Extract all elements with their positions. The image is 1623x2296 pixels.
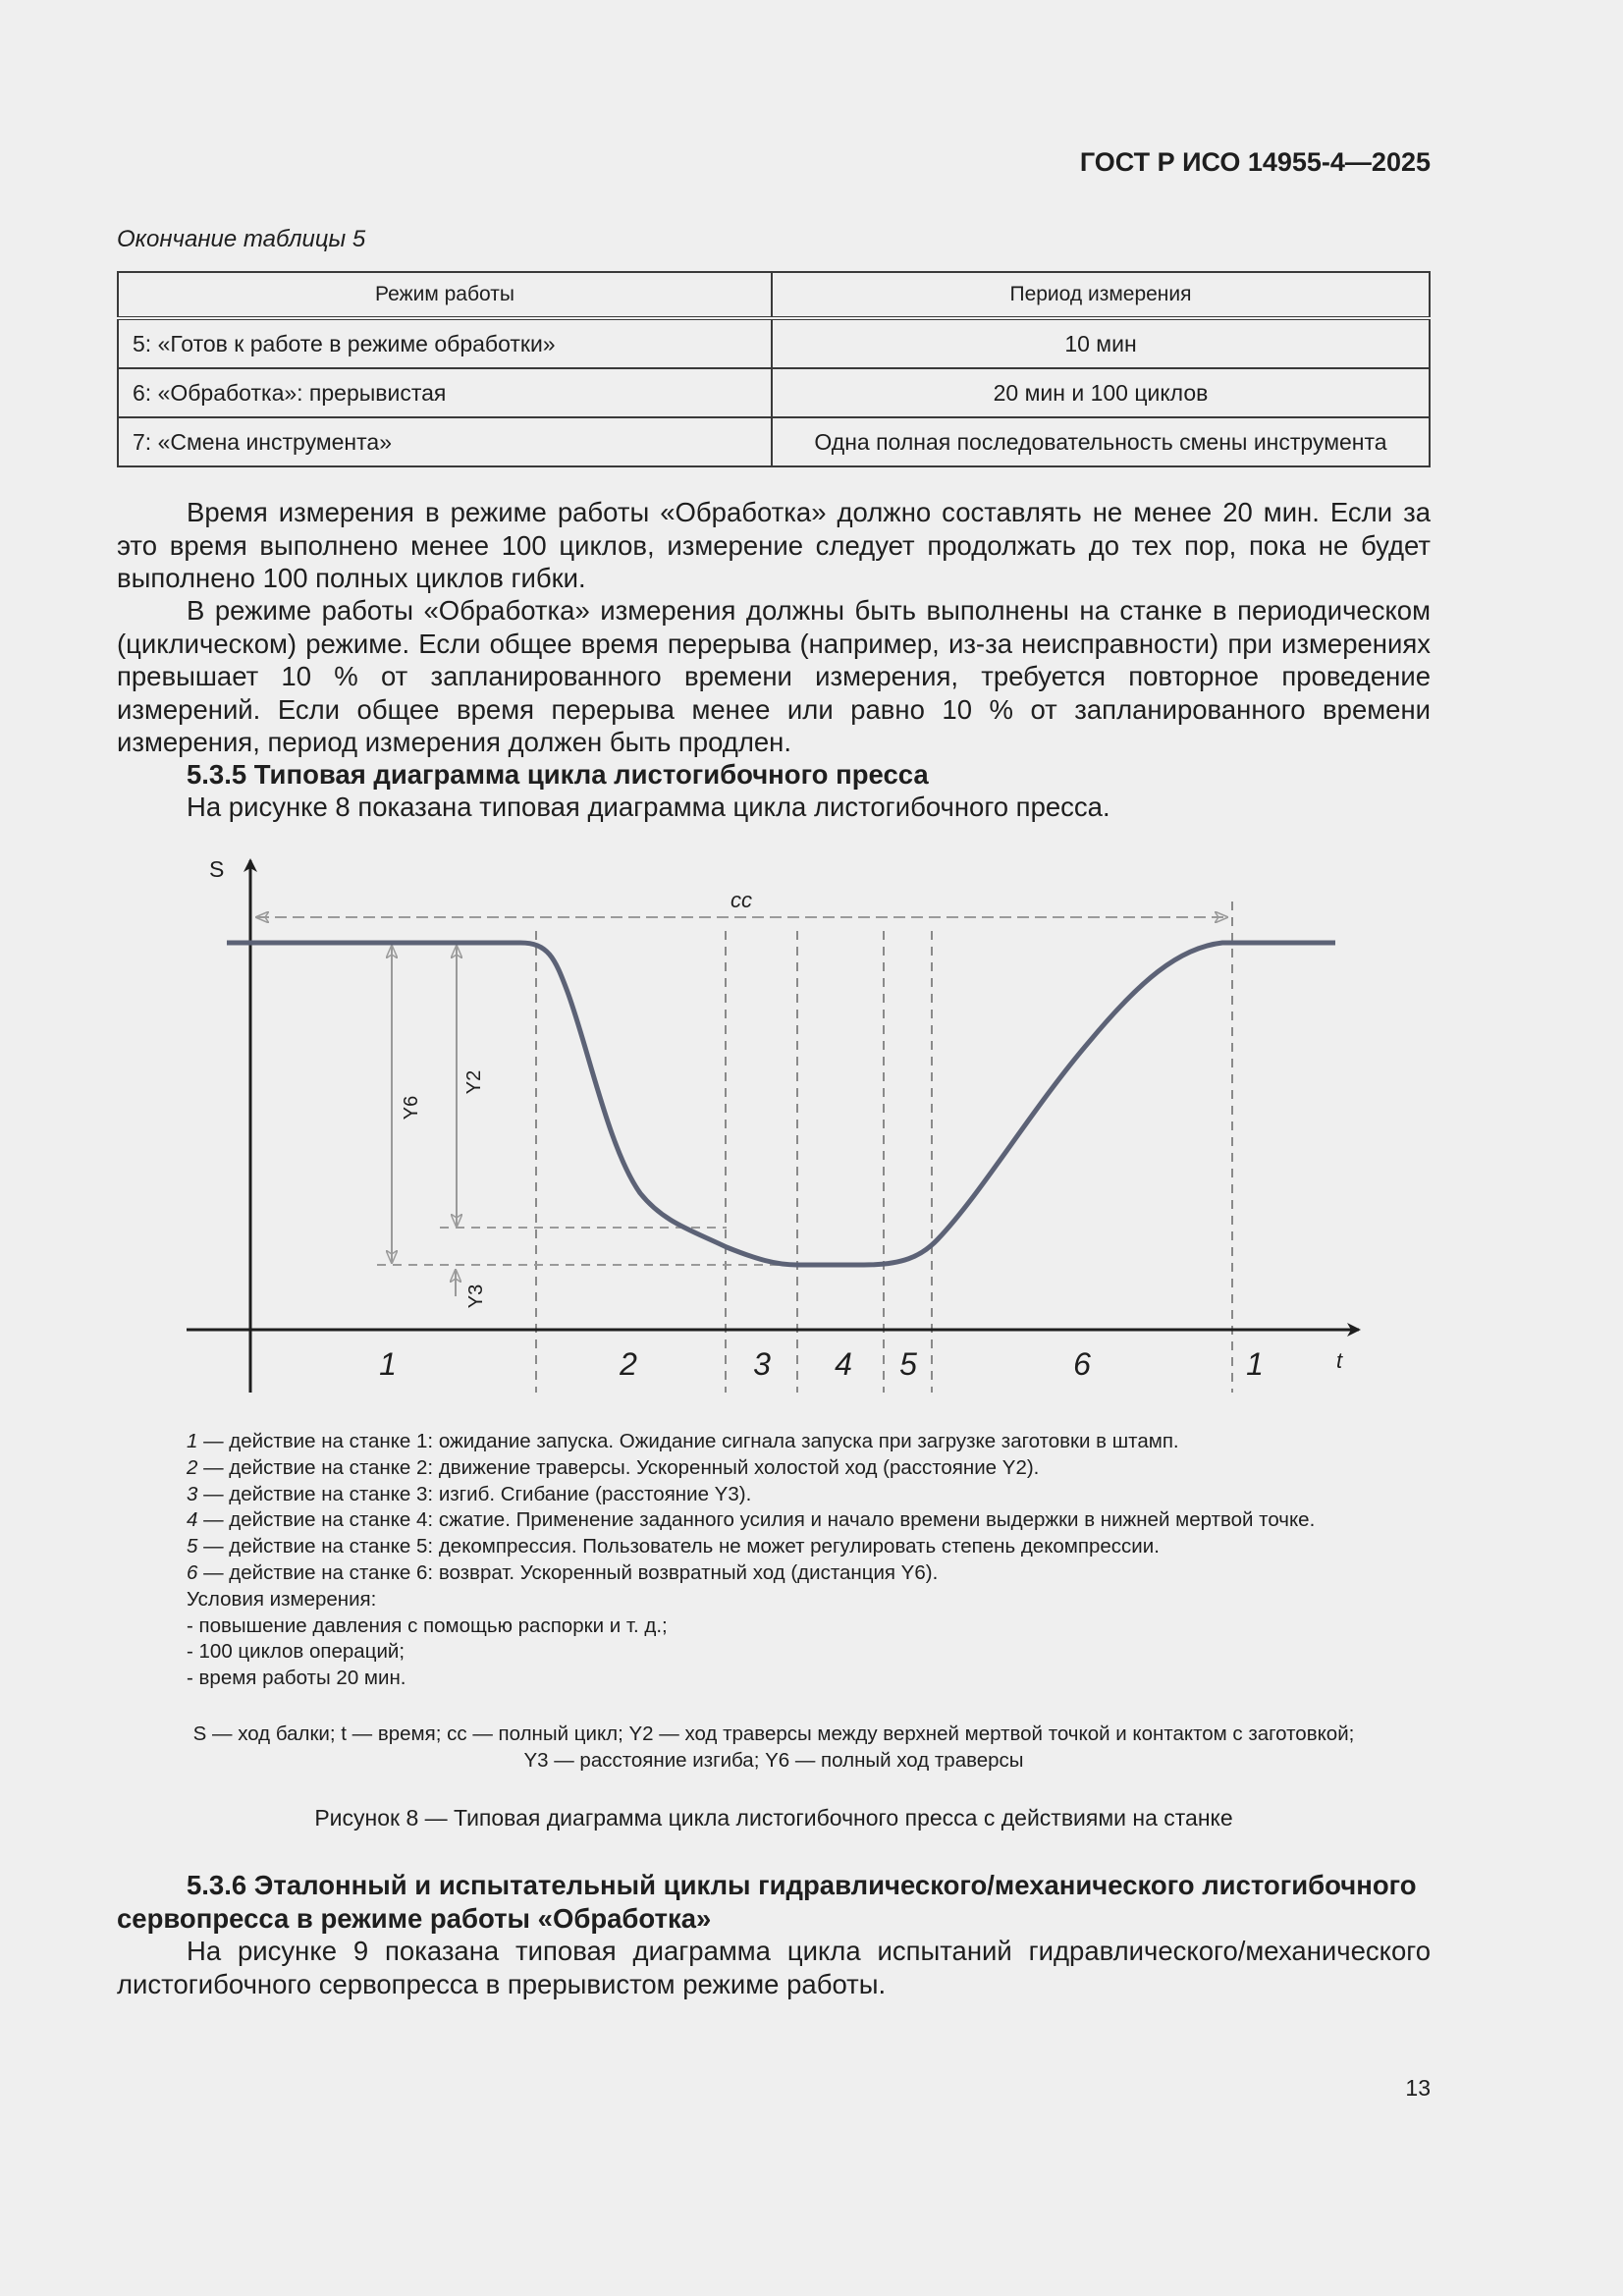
phase-number: 1 [379,1346,397,1382]
section-heading: 5.3.5 Типовая диаграмма цикла листогибочного пресса [187,759,929,790]
y2-label: Y2 [463,1069,485,1095]
legend-item: 4 — действие на станке 4: сжатие. Применение заданного усилия и начало времени выдержки в нижней мертвой точке. [187,1508,1316,1532]
conditions-title: Условия измерения: [187,1587,377,1611]
page-number: 13 [1405,2075,1431,2101]
paragraph: На рисунке 9 показана типовая диаграмма цикла испытаний гидравлического/механического листогибочного сервопресса в прерывистом режиме работы. [117,1936,1431,1999]
table-row [118,417,1430,466]
legend-item: 5 — действие на станке 5: декомпрессия. Пользователь не может регулировать степень декомпрессии. [187,1535,1160,1558]
paragraph: В режиме работы «Обработка» измерения должны быть выполнены на станке в периодическом (циклическом) режиме. Если общее время перерыва (например, из-за неисправности) при измерениях превышает 10 % от запланированного времени измерения, требуется повторное проведение измерений. Если общее время перерыва менее или равно 10 % от запланированного времени измерения, период измерения должен быть продлен. [117,595,1431,757]
figure-notes [117,1721,1431,1774]
phase-boundaries [536,902,1232,1393]
document-code: ГОСТ Р ИСО 14955-4—2025 [1079,147,1431,177]
table-header-row [118,272,1430,318]
phase-number: 4 [835,1346,852,1382]
table-cell: 5: «Готов к работе в режиме обработки» [118,318,772,368]
table-header-cell: Период измерения [772,272,1430,318]
condition-item: - повышение давления с помощью распорки и т. д.; [187,1613,668,1637]
notes-line: Y3 — расстояние изгиба; Y6 — полный ход траверсы [523,1749,1024,1772]
table-continuation-label: Окончание таблицы 5 [117,226,366,252]
legend-item: 6 — действие на станке 6: возврат. Ускоренный возвратный ход (дистанция Y6). [187,1560,939,1584]
table-cell: 10 мин [772,318,1430,368]
table-row [118,368,1430,417]
notes-line: S — ход балки; t — время; cc — полный цикл; Y2 — ход траверсы между верхней мертвой точкой и контактом с заготовкой; [192,1722,1355,1745]
ram-stroke-curve [227,943,1335,1265]
phase-number: 6 [1073,1346,1091,1382]
table-row [118,318,1430,368]
paragraph: Время измерения в режиме работы «Обработка» должно составлять не менее 20 мин. Если за это время выполнено менее 100 циклов, измерение следует продолжать до тех пор, пока не будет выполнено 100 полных циклов гибки. [117,497,1431,593]
figure-caption: Рисунок 8 — Типовая диаграмма цикла листогибочного пресса с действиями на станке [314,1805,1233,1831]
phase-number: 2 [620,1346,637,1382]
table-cell: 7: «Смена инструмента» [118,417,772,466]
phase-number: 5 [899,1346,917,1382]
condition-item: - 100 циклов операций; [187,1640,406,1664]
phase-numbers [379,1346,1264,1382]
cc-label: cc [730,888,752,912]
section-heading: 5.3.6 Эталонный и испытательный циклы гидравлического/механического листогибочного сервопресса в режиме работы «Обработка» [117,1870,1417,1934]
press-cycle-diagram [0,825,1623,1414]
phase-number: 3 [753,1346,771,1382]
table-5 [117,271,1431,467]
legend-item: 1 — действие на станке 1: ожидание запуска. Ожидание сигнала запуска при загрузке заготовки в штамп. [187,1430,1179,1452]
phase-number: 1 [1246,1346,1264,1382]
table-cell: 6: «Обработка»: прерывистая [118,368,772,417]
figure-legend [187,1429,1315,1692]
paragraph: На рисунке 8 показана типовая диаграмма цикла листогибочного пресса. [187,792,1110,822]
table-header-cell: Режим работы [118,272,772,318]
table-cell: Одна полная последовательность смены инструмента [772,417,1430,466]
condition-item: - время работы 20 мин. [187,1667,406,1690]
table-cell: 20 мин и 100 циклов [772,368,1430,417]
y3-label: Y3 [465,1284,487,1309]
y6-label: Y6 [401,1095,422,1121]
legend-item: 2 — действие на станке 2: движение траверсы. Ускоренный холостой ход (расстояние Y2). [187,1455,1040,1479]
legend-item: 3 — действие на станке 3: изгиб. Сгибание (расстояние Y3). [187,1482,752,1505]
s-axis-label: S [209,856,225,882]
stroke-dimensions [377,947,799,1296]
t-axis-label: t [1336,1348,1343,1373]
